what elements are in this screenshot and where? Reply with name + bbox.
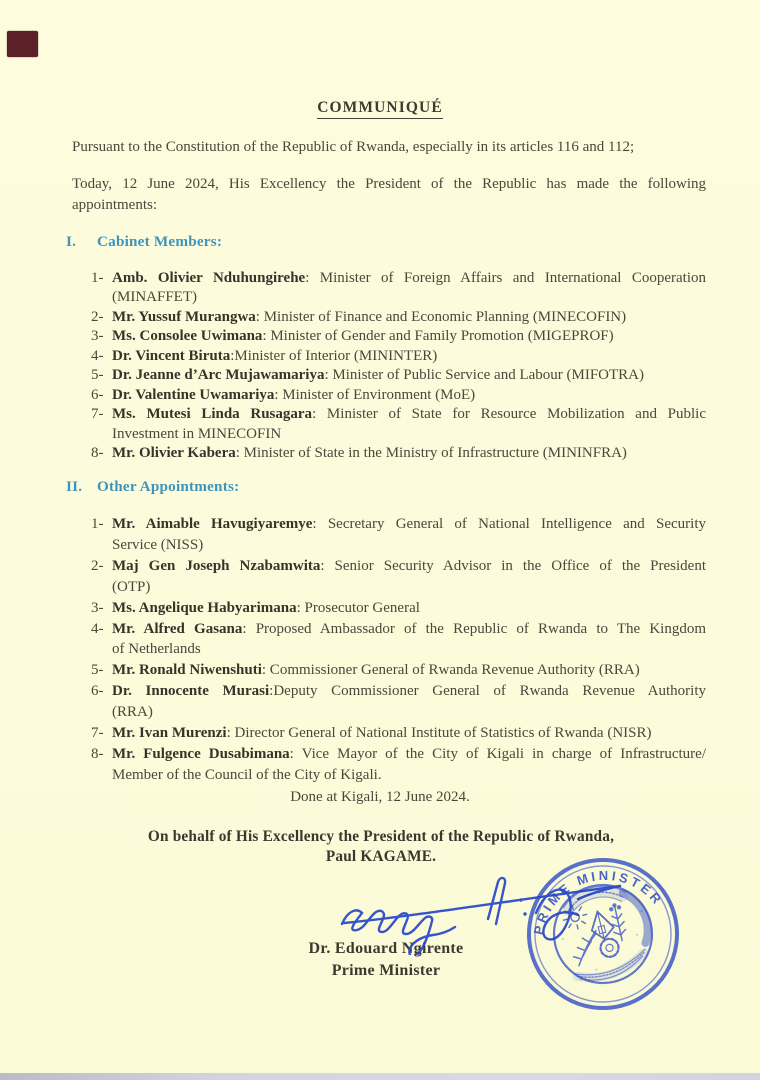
appointee-name: Mr. Alfred Gasana xyxy=(112,620,243,637)
item-wrap-line: (MINAFFET) xyxy=(112,289,197,306)
appointment-list-item xyxy=(91,347,706,366)
intro-paragraph-1: Pursuant to the Constitution of the Republic of Rwanda, especially in its articles 116 and 112; xyxy=(72,139,635,155)
appointee-name: Mr. Ivan Murenzi xyxy=(112,725,227,742)
appointment-list-item xyxy=(91,660,706,681)
appointee-name: Ms. Angelique Habyarimana xyxy=(112,599,297,616)
appointee-name: Amb. Olivier Nduhungirehe xyxy=(112,270,306,286)
signature-dot-2 xyxy=(523,912,526,915)
on-behalf-line-2: Paul KAGAME. xyxy=(325,848,437,865)
appointee-role: : Proposed Ambassador of the Republic of Rwanda to The Kingdom xyxy=(242,620,707,637)
section-heading-label: Cabinet Members: xyxy=(97,233,223,250)
signature-underline-stroke xyxy=(344,886,620,923)
signatory-name: Dr. Edouard Ngirente xyxy=(308,940,464,957)
signature-main-squiggle xyxy=(342,910,455,955)
appointee-name: Ms. Consolee Uwimana xyxy=(112,328,263,345)
item-wrap-line: (RRA) xyxy=(112,704,153,721)
signature-dot-1 xyxy=(519,898,522,901)
appointment-list-item xyxy=(91,386,706,405)
intro-paragraph-2-line-2: appointments: xyxy=(72,197,157,213)
item-number: 3- xyxy=(91,328,104,345)
cabinet-members-list xyxy=(91,269,706,464)
item-number: 6- xyxy=(91,386,104,403)
item-line xyxy=(112,723,706,744)
appointee-name: Mr. Yussuf Murangwa xyxy=(112,308,256,325)
appointment-list-item xyxy=(91,269,706,308)
item-number: 5- xyxy=(91,662,104,679)
appointee-name: Dr. Vincent Biruta xyxy=(112,347,231,364)
appointee-role: :Minister of Interior (MININTER) xyxy=(230,347,438,364)
item-line xyxy=(112,405,706,424)
appointment-list-item xyxy=(91,744,706,786)
item-line xyxy=(112,556,706,577)
prime-minister-signature xyxy=(328,860,668,955)
item-line xyxy=(112,744,706,765)
item-wrap-line: Investment in MINECOFIN xyxy=(112,425,282,442)
intro-paragraph-2 xyxy=(72,174,706,216)
on-behalf-line-1: On behalf of His Excellency the President of the Republic of Rwanda, xyxy=(147,828,615,845)
item-number: 8- xyxy=(91,445,104,462)
appointment-list-item xyxy=(91,514,706,556)
item-line xyxy=(112,366,706,385)
intro-paragraph-2-line-1: Today, 12 June 2024, His Excellency the President of the Republic has made the following xyxy=(72,176,706,192)
appointment-list-item xyxy=(91,308,706,327)
item-number: 1- xyxy=(91,516,104,532)
scan-noise-dot xyxy=(640,750,645,754)
stamp-label-textpath: PRIME MINISTER xyxy=(530,867,667,937)
section-numeral: II. xyxy=(66,478,83,495)
item-line xyxy=(112,598,706,619)
appointee-name: Ms. Mutesi Linda Rusagara xyxy=(112,406,313,423)
item-number: 7- xyxy=(91,725,104,742)
appointee-role: : Commissioner General of Rwanda Revenue Authority (RRA) xyxy=(261,662,640,679)
item-wrap-line: Service (NISS) xyxy=(112,536,204,553)
appointee-role: : Prosecutor General xyxy=(296,599,420,616)
appointee-role: : Minister of Foreign Affairs and International Cooperation xyxy=(305,270,707,286)
item-line xyxy=(112,386,706,405)
appointee-name: Dr. Jeanne d’Arc Mujawamariya xyxy=(112,367,325,384)
item-line xyxy=(112,681,706,702)
item-line xyxy=(112,444,706,463)
appointee-role: : Secretary General of National Intelligence and Security xyxy=(312,516,706,532)
section-numeral: I. xyxy=(66,233,77,250)
item-number: 5- xyxy=(91,367,104,384)
appointee-role: : Minister of State for Resource Mobilization and Public xyxy=(312,406,706,423)
item-line xyxy=(112,619,706,640)
appointee-name: Maj Gen Joseph Nzabamwita xyxy=(112,557,321,574)
item-number: 4- xyxy=(91,620,104,637)
item-wrap-line: Member of the Council of the City of Kigali. xyxy=(112,766,382,783)
item-line xyxy=(112,347,706,366)
scan-bottom-edge xyxy=(0,1073,760,1080)
item-number: 6- xyxy=(91,683,104,700)
appointee-role: : Minister of Finance and Economic Planning (MINECOFIN) xyxy=(255,308,627,325)
appointee-role: :Deputy Commissioner General of Rwanda Revenue Authority xyxy=(269,683,706,700)
appointment-list-item xyxy=(91,598,706,619)
appointee-role: : Minister of Environment (MoE) xyxy=(274,386,476,403)
section-heading-label: Other Appointments: xyxy=(97,478,240,495)
item-line xyxy=(112,269,706,288)
item-number: 8- xyxy=(91,745,104,762)
item-line xyxy=(112,514,706,535)
appointment-list-item xyxy=(91,556,706,598)
appointee-role: : Minister of State in the Ministry of Infrastructure (MININFRA) xyxy=(235,445,627,462)
appointee-role: : Senior Security Advisor in the Office of the President xyxy=(320,557,706,574)
item-wrap-line: of Netherlands xyxy=(112,641,201,658)
appointment-list-item xyxy=(91,405,706,444)
appointee-name: Dr. Innocente Murasi xyxy=(112,683,270,700)
appointment-list-item xyxy=(91,327,706,346)
item-number: 4- xyxy=(91,347,104,364)
signature-tall-letter xyxy=(488,878,505,924)
appointee-name: Mr. Ronald Niwenshuti xyxy=(112,662,262,679)
section-heading-other-appointments xyxy=(66,478,239,496)
appointment-list-item xyxy=(91,681,706,723)
section-heading-cabinet-members xyxy=(66,233,222,251)
appointee-name: Dr. Valentine Uwamariya xyxy=(112,386,275,403)
item-number: 2- xyxy=(91,557,104,574)
appointee-name: Mr. Olivier Kabera xyxy=(112,445,236,462)
signatory-title: Prime Minister xyxy=(331,961,441,979)
item-number: 3- xyxy=(91,599,104,616)
appointment-list-item xyxy=(91,444,706,463)
appointment-list-item xyxy=(91,723,706,744)
appointee-role: : Director General of National Institute of Statistics of Rwanda (NISR) xyxy=(226,725,652,742)
item-number: 1- xyxy=(91,270,104,286)
document-title-wrap xyxy=(0,99,760,119)
item-line xyxy=(112,308,706,327)
item-number: 2- xyxy=(91,308,104,325)
appointee-role: : Minister of Public Service and Labour (MIFOTRA) xyxy=(324,367,645,384)
item-number: 7- xyxy=(91,406,104,423)
appointment-list-item xyxy=(91,619,706,661)
other-appointments-list xyxy=(91,514,706,786)
appointment-list-item xyxy=(91,366,706,385)
item-line xyxy=(112,327,706,346)
scan-corner-patch xyxy=(7,31,38,57)
appointee-name: Mr. Aimable Havugiyaremye xyxy=(112,516,313,532)
appointee-name: Mr. Fulgence Dusabimana xyxy=(112,745,290,762)
appointee-role: : Vice Mayor of the City of Kigali in charge of Infrastructure/ xyxy=(289,745,706,762)
item-wrap-line: (OTP) xyxy=(112,578,151,595)
document-title: COMMUNIQUÉ xyxy=(317,99,443,119)
done-at-line: Done at Kigali, 12 June 2024. xyxy=(290,789,470,805)
appointee-role: : Minister of Gender and Family Promotion (MIGEPROF) xyxy=(262,328,614,345)
item-line xyxy=(112,660,706,681)
